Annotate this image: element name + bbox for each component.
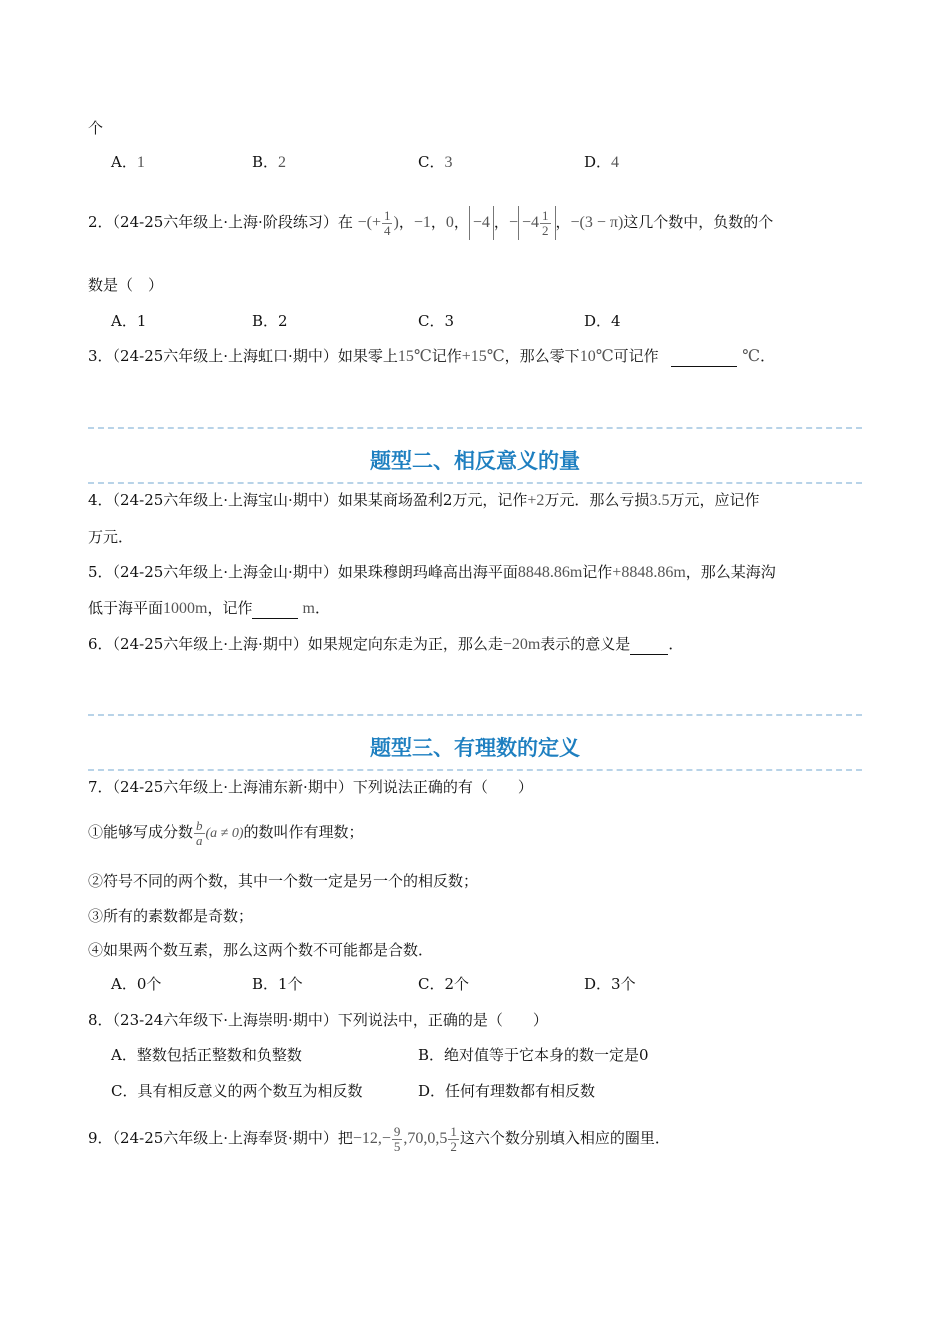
q7-option-b[interactable]: B．1个 <box>252 975 303 993</box>
q8-option-a[interactable]: A．整数包括正整数和负整数 <box>111 1046 302 1064</box>
q2-math-3: 0 <box>445 214 454 231</box>
q2-math-6: −(3 − π) <box>570 214 624 231</box>
q7-statement-4: ④如果两个数互素，那么这两个数不可能都是合数． <box>88 941 434 959</box>
q9-stem: 9．（24-25六年级上·上海奉贤·期中）把−12,− $\frac{9}{5}$ ,70,0,5 $\frac{1}{2}$ 这六个数分别填入相应的圈里． <box>88 1123 670 1154</box>
q2-option-b[interactable]: B．2 <box>252 312 288 330</box>
q9-numbers: −12,− $\frac{9}{5}$ ,70,0,5 $\frac{1}{2}$ <box>352 1123 457 1154</box>
q7-option-d[interactable]: D．3个 <box>584 975 636 993</box>
q7-statement-2: ②符号不同的两个数，其中一个数一定是另一个的相反数； <box>88 872 479 890</box>
q5-answer-blank[interactable] <box>252 598 298 619</box>
q2-stem: 2．（24-25六年级上·上海·阶段练习）在 −(+ $\frac{1}{4}$ )，−1，0， −4 ，− −4 $\frac{1}{2}$ ，−(3 − π)这几个数中，负数的个 <box>88 205 773 240</box>
q1-option-a[interactable]: A．1 <box>111 153 145 171</box>
q2-option-a[interactable]: A．1 <box>111 312 147 330</box>
q3-answer-blank[interactable] <box>671 346 737 367</box>
q1-option-b[interactable]: B．2 <box>252 153 287 171</box>
q6-answer-blank[interactable] <box>630 634 668 655</box>
q2-math-1: −(+ $\frac{1}{4}$ ) <box>357 207 399 238</box>
section2-bottom-divider <box>88 482 862 484</box>
q3-stem: 3．（24-25六年级上·上海虹口·期中）如果零上15℃记作+15℃，那么零下10℃可记作 ℃． <box>88 347 776 365</box>
q2-math-2: −1 <box>413 214 431 231</box>
q7-option-c[interactable]: C．2个 <box>418 975 470 993</box>
q8-option-b[interactable]: B．绝对值等于它本身的数一定是0 <box>418 1046 649 1064</box>
q1-option-d[interactable]: D．4 <box>584 153 620 171</box>
section2-top-divider <box>88 427 862 429</box>
q2-source: （24-25六年级上·上海·阶段练习）在 <box>112 213 353 231</box>
q2-math-4: −4 <box>469 206 494 240</box>
section3-title: 题型三、有理数的定义 <box>370 736 580 760</box>
q7-option-a[interactable]: A．0个 <box>111 975 162 993</box>
q5-stem: 5．（24-25六年级上·上海金山·期中）如果珠穆朗玛峰高出海平面8848.86m记作+8848.86m，那么某海沟 <box>88 563 776 581</box>
q8-stem: 8．（23-24六年级下·上海崇明·期中）下列说法中，正确的是（ ） <box>88 1011 548 1029</box>
q2-math-5: − −4 $\frac{1}{2}$ <box>509 214 556 231</box>
section2-title: 题型二、相反意义的量 <box>370 449 580 473</box>
q1-option-c[interactable]: C．3 <box>418 153 453 171</box>
section3-top-divider <box>88 714 862 716</box>
q2-option-d[interactable]: D．4 <box>584 312 621 330</box>
q8-option-c[interactable]: C．具有相反意义的两个数互为相反数 <box>111 1082 363 1100</box>
q7-stem: 7．（24-25六年级上·上海浦东新·期中）下列说法正确的有（ ） <box>88 778 533 796</box>
q6-stem: 6．（24-25六年级上·上海·期中）如果规定向东走为正，那么走−20m表示的意义是 ． <box>88 635 684 653</box>
q2-line2: 数是（ ） <box>88 276 164 294</box>
q2-number: 2． <box>88 213 113 231</box>
q7-statement-3: ③所有的素数都是奇数； <box>88 907 254 925</box>
q4-line2: 万元． <box>88 528 134 546</box>
q8-option-d[interactable]: D．任何有理数都有相反数 <box>418 1082 596 1100</box>
q7-statement-1: ①能够写成分数 $\frac{b}{a}$ (a ≠ 0)的数叫作有理数； <box>88 817 364 848</box>
section3-bottom-divider <box>88 769 862 771</box>
q5-line2: 低于海平面1000m，记作 m． <box>88 599 330 617</box>
q4-stem: 4．（24-25六年级上·上海宝山·期中）如果某商场盈利2万元，记作+2万元．那么亏损3.5万元，应记作 <box>88 491 760 509</box>
q2-option-c[interactable]: C．3 <box>418 312 455 330</box>
q1-tail: 个 <box>88 119 104 137</box>
